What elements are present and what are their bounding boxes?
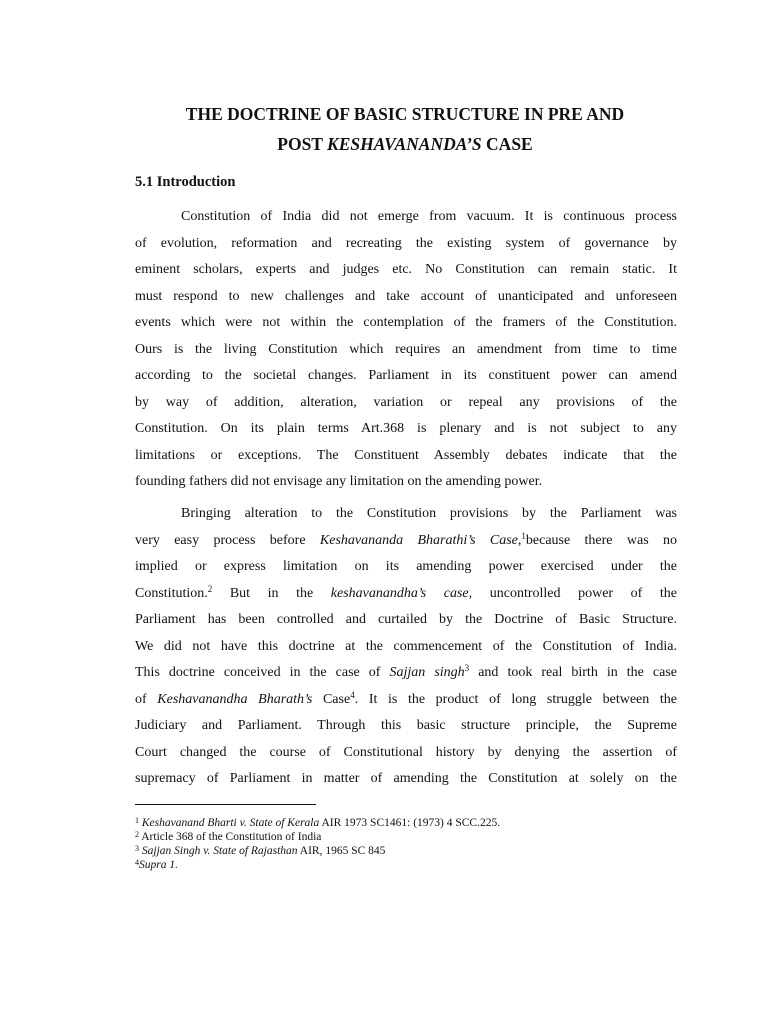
paragraph-line: Judiciary and Parliament. Through this basic structure principle, the Supreme [135,718,677,733]
paragraph-line [135,528,677,555]
footnote-1 [135,816,675,830]
footnote-4 [135,858,675,872]
footnote-ref[interactable]: 4 [350,689,355,700]
footnote-number: 2 [135,830,139,839]
text-run: of [135,691,158,707]
paragraph-line: Bringing alteration to the Constitution provisions by the Parliament was [181,506,677,521]
paragraph-line: by way of addition, alteration, variation or repeal any provisions of the [135,394,677,410]
case-name: Keshavananda Bharathi’s Case, [319,532,522,548]
paragraph-line: Court changed the course of Constitutional history by denying the assertion of [135,744,677,760]
paragraph-line: supremacy of Parliament in matter of amending the Constitution at solely on the [135,771,677,786]
text-run: This doctrine conceived in the case of [135,665,390,680]
paragraph-line [135,660,677,687]
footnote-ref[interactable]: 3 [464,663,470,673]
case-name: keshavanandha’s case, [330,585,473,601]
paragraph-line: eminent scholars, experts and judges etc. No Constitution can remain static. It [135,262,677,277]
text-run: . It is the product of long struggle between the [354,691,677,707]
section-heading: 5.1 Introduction [135,174,236,190]
paragraph-introduction [135,204,677,496]
title-line-2 [130,129,680,159]
paragraph-line: according to the societal changes. Parliament in its constituent power can amend [135,368,677,383]
paragraph-basic-structure [135,501,677,793]
paragraph-line: founding fathers did not envisage any limitation on the amending power. [135,474,543,489]
footnote-case: Sajjan Singh v. State of Rajasthan [141,845,298,857]
footnote-text: Supra 1. [139,859,178,871]
text-run: Case [312,691,351,707]
document-title [130,99,680,159]
text-run: because there was no [525,532,677,548]
footnote-case: Keshavanand Bharti v. State of Kerala [141,817,320,829]
footnote-divider [135,804,316,805]
text-run: very easy process before [135,532,320,548]
title-post-text: POST [277,134,328,154]
title-case-name: KESHAVANANDA’S [327,134,482,154]
paragraph-line [135,581,677,608]
paragraph-line [135,687,677,714]
paragraph-line: Parliament has been controlled and curtailed by the Doctrine of Basic Structure. [135,612,677,627]
paragraph-line: We did not have this doctrine at the commencement of the Constitution of India. [135,638,677,654]
paragraph-line: Constitution. On its plain terms Art.368 is plenary and is not subject to any [135,421,677,436]
paragraph-line: Ours is the living Constitution which requires an amendment from time to time [135,341,677,357]
text-run: uncontrolled power of the [472,585,677,601]
paragraph-line: limitations or exceptions. The Constituent Assembly debates indicate that the [135,447,677,463]
footnote-number: 4 [135,858,139,867]
footnote-text: Article 368 of the Constitution of India [141,831,322,843]
paragraph-line: implied or express limitation on its amending power exercised under the [135,559,677,574]
title-case-text: CASE [481,134,533,154]
footnote-ref[interactable]: 2 [207,583,213,594]
footnote-number: 1 [135,816,139,825]
paragraph-line: must respond to new challenges and take account of unanticipated and unforeseen [135,288,677,304]
footnote-number: 3 [135,844,139,853]
case-name: Sajjan singh [389,665,465,680]
case-name: Keshavanandha Bharath’s [157,691,313,707]
footnote-2 [135,830,675,844]
text-run: Constitution. [135,585,208,601]
footnote-3 [135,844,675,858]
footnote-citation: AIR, 1965 SC 845 [297,845,386,857]
text-run: and took real birth in the case [469,665,678,680]
footnotes [135,816,675,872]
paragraph-line: of evolution, reformation and recreating the existing system of governance by [135,235,677,251]
paragraph-line: Constitution of India did not emerge from vacuum. It is continuous process [181,209,677,224]
text-run: But in the [212,585,331,601]
footnote-ref[interactable]: 1 [521,530,526,541]
paragraph-line: events which were not within the contemplation of the framers of the Constitution. [135,315,677,330]
footnote-citation: AIR 1973 SC1461: (1973) 4 SCC.225. [319,817,501,829]
title-line-1: THE DOCTRINE OF BASIC STRUCTURE IN PRE AND [185,104,625,124]
